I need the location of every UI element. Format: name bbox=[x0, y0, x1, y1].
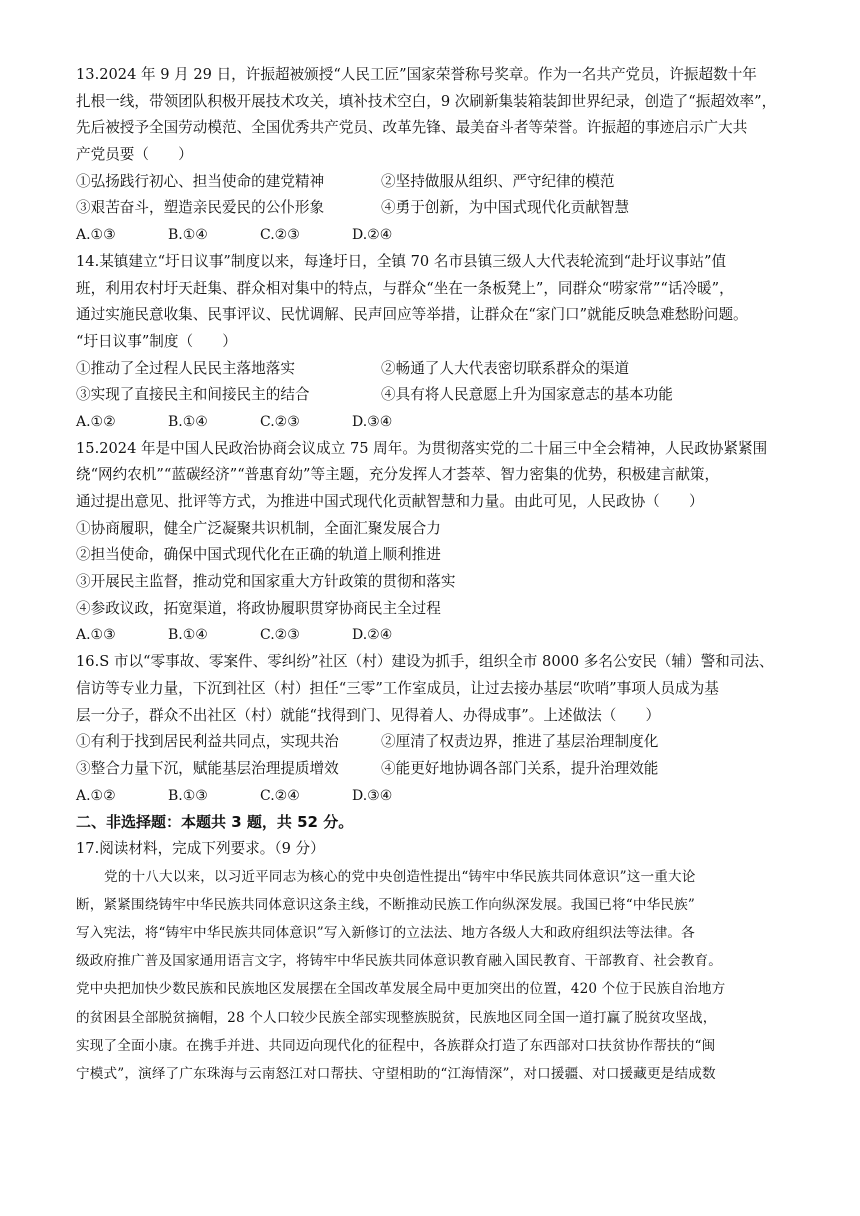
option-row bbox=[76, 729, 788, 756]
material-line: 实现了全面小康。在携手并进、共同迈向现代化的征程中，各族群众打造了东西部对口扶贫协作帮扶的“闽 bbox=[76, 1037, 716, 1054]
question-stem-line: 层一分子，群众不出社区（村）就能“找得到门、见得着人、办得成事”。上述做法（ ） bbox=[76, 706, 661, 724]
option-3: ③实现了直接民主和间接民主的结合 bbox=[76, 386, 310, 404]
answer-choices bbox=[76, 222, 788, 249]
option-3: ③整合力量下沉，赋能基层治理提质增效 bbox=[76, 759, 339, 777]
answer-b: B.①④ bbox=[168, 413, 208, 430]
question-stem-line: 通过提出意见、批评等方式，为推进中国式现代化贡献智慧和力量。由此可见，人民政协（ ） bbox=[76, 493, 704, 510]
option-3: ③艰苦奋斗，塑造亲民爱民的公仆形象 bbox=[76, 199, 325, 217]
question-stem-line: 16.S 市以“零事故、零案件、零纠纷”社区（村）建设为抓手，组织全市 8000 多名公安民（辅）警和司法、 bbox=[76, 653, 774, 671]
answer-a: A.①② bbox=[76, 787, 116, 804]
answer-choices bbox=[76, 409, 788, 436]
option-2: ②畅通了人大代表密切联系群众的渠道 bbox=[381, 359, 630, 377]
answer-b: B.①④ bbox=[168, 227, 208, 244]
answer-b: B.①④ bbox=[168, 627, 208, 644]
question-stem-line: 信访等专业力量，下沉到社区（村）担任“三零”工作室成员，让过去接办基层“吹哨”事项人员成为基 bbox=[76, 679, 719, 697]
option-line: ③开展民主监督，推动党和国家重大方针政策的贯彻和落实 bbox=[76, 573, 456, 591]
answer-c: C.②③ bbox=[260, 413, 300, 430]
option-line: ④参政议政，拓宽渠道，将政协履职贯穿协商民主全过程 bbox=[76, 599, 441, 617]
question-stem-line: 15.2024 年是中国人民政治协商会议成立 75 周年。为贯彻落实党的二十届三中全会精神，人民政协紧紧围 bbox=[76, 439, 768, 457]
answer-d: D.②④ bbox=[352, 227, 393, 244]
material-line: 宁模式”，演绎了广东珠海与云南怒江对口帮扶、守望相助的“江海情深”，对口援疆、对口援藏更是结成数 bbox=[76, 1065, 716, 1082]
exam-page bbox=[76, 62, 788, 1088]
option-2: ②厘清了权责边界，推进了基层治理制度化 bbox=[381, 733, 659, 751]
answer-choices bbox=[76, 622, 788, 649]
question-stem-line: 扎根一线，带领团队积极开展技术攻关，填补技术空白，9 次刷新集装箱装卸世界纪录，创造了“振超效率”， bbox=[76, 92, 777, 110]
material-line: 党的十八大以来，以习近平同志为核心的党中央创造性提出“铸牢中华民族共同体意识”这一重大论 bbox=[104, 868, 696, 885]
answer-d: D.③④ bbox=[352, 787, 393, 804]
option-row bbox=[76, 756, 788, 783]
material-line: 断，紧紧围绕铸牢中华民族共同体意识这条主线，不断推动民族工作向纵深发展。我国已将“中华民族” bbox=[76, 896, 695, 913]
answer-b: B.①③ bbox=[168, 787, 208, 804]
question-17 bbox=[76, 836, 788, 1088]
question-stem-line: 绕“网约农机”“蓝碳经济”“普惠育幼”等主题，充分发挥人才荟萃、智力密集的优势，积极建言献策， bbox=[76, 466, 720, 484]
option-line: ②担当使命，确保中国式现代化在正确的轨道上顺利推进 bbox=[76, 546, 441, 564]
question-13 bbox=[76, 62, 788, 249]
material-line: 的贫困县全部脱贫摘帽，28 个人口较少民族全部实现整族脱贫，民族地区同全国一道打赢了脱贫攻坚战， bbox=[76, 1009, 717, 1026]
question-stem-line: 班，利用农村圩天赶集、群众相对集中的特点，与群众“坐在一条板凳上”，同群众“唠家常”“话冷暖”， bbox=[76, 279, 734, 297]
answer-c: C.②③ bbox=[260, 627, 300, 644]
option-2: ②坚持做服从组织、严守纪律的模范 bbox=[381, 172, 615, 190]
question-stem-line: 产党员要（ ） bbox=[76, 146, 193, 164]
question-stem-line: 13.2024 年 9 月 29 日，许振超被颁授“人民工匠”国家荣誉称号奖章。作为一名共产党员，许振超数十年 bbox=[76, 66, 757, 83]
section-heading: 二、非选择题：本题共 3 题，共 52 分。 bbox=[76, 813, 354, 832]
option-line: ①协商履职，健全广泛凝聚共识机制，全面汇聚发展合力 bbox=[76, 519, 441, 537]
question-stem-line: “圩日议事”制度（ ） bbox=[76, 332, 237, 350]
option-row bbox=[76, 195, 788, 222]
option-1: ①弘扬践行初心、担当使命的建党精神 bbox=[76, 172, 325, 190]
question-stem-line: 通过实施民意收集、民事评议、民忧调解、民声回应等举措，让群众在“家门口”就能反映急难愁盼问题。 bbox=[76, 306, 748, 324]
question-15 bbox=[76, 436, 788, 650]
option-1: ①有利于找到居民利益共同点，实现共治 bbox=[76, 733, 339, 751]
answer-c: C.②④ bbox=[260, 787, 300, 804]
option-row bbox=[76, 169, 788, 196]
material-line: 级政府推广普及国家通用语言文字，将铸牢中华民族共同体意识教育融入国民教育、干部教育、社会教育。 bbox=[76, 953, 722, 970]
answer-a: A.①③ bbox=[76, 627, 116, 644]
option-4: ④具有将人民意愿上升为国家意志的基本功能 bbox=[381, 386, 673, 404]
option-1: ①推动了全过程人民民主落地落实 bbox=[76, 359, 295, 377]
option-row bbox=[76, 382, 788, 409]
question-16 bbox=[76, 649, 788, 809]
answer-c: C.②③ bbox=[260, 227, 300, 244]
answer-a: A.①② bbox=[76, 413, 116, 430]
question-stem-line: 先后被授予全国劳动模范、全国优秀共产党员、改革先锋、最美奋斗者等荣誉。许振超的事迹启示广大共 bbox=[76, 119, 748, 137]
answer-d: D.②④ bbox=[352, 627, 393, 644]
answer-d: D.③④ bbox=[352, 413, 393, 430]
option-row bbox=[76, 356, 788, 383]
material-line: 写入宪法，将“铸牢中华民族共同体意识”写入新修订的立法法、地方各级人大和政府组织法等法律。各 bbox=[76, 925, 695, 941]
option-4: ④勇于创新，为中国式现代化贡献智慧 bbox=[381, 199, 630, 217]
answer-choices bbox=[76, 783, 788, 810]
question-14 bbox=[76, 249, 788, 436]
question-title: 17.阅读材料，完成下列要求。（9 分） bbox=[76, 839, 325, 857]
option-4: ④能更好地协调各部门关系，提升治理效能 bbox=[381, 759, 659, 777]
answer-a: A.①③ bbox=[76, 227, 116, 244]
question-stem-line: 14.某镇建立“圩日议事”制度以来，每逢圩日，全镇 70 名市县镇三级人大代表轮流到“赴圩议事站”值 bbox=[76, 252, 727, 270]
material-line: 党中央把加快少数民族和民族地区发展摆在全国改革发展全局中更加突出的位置，420 个位于民族自治地方 bbox=[76, 981, 726, 998]
